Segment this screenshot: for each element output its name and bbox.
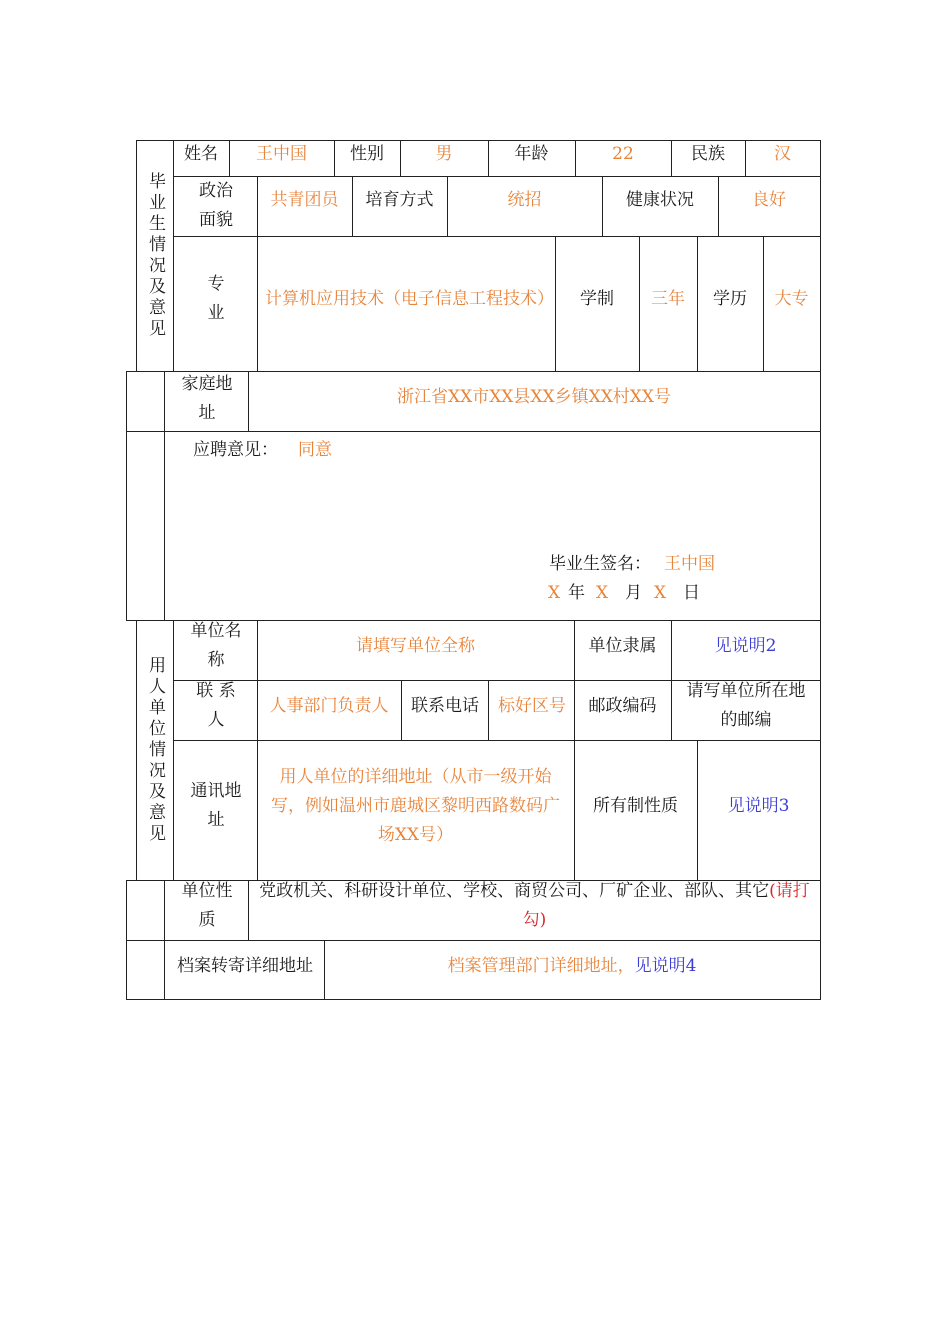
ethnicity-label: 民族 [691, 143, 725, 164]
gender-label: 性别 [350, 143, 384, 164]
employer-section-title-text: 用人单位情况及意见 [145, 655, 165, 845]
unit-nature-options [256, 876, 813, 936]
major-label: 专业 [207, 274, 225, 323]
date-month-label: 月 [625, 583, 642, 603]
age-label: 年龄 [514, 143, 549, 164]
archive-address-value [324, 940, 820, 992]
age-value: 22 [612, 143, 634, 164]
major-value: 计算机应用技术（电子信息工程技术） [265, 288, 554, 309]
ownership-value: 见说明3 [727, 795, 790, 816]
postal-label: 邮政编码 [588, 695, 657, 716]
training-label: 培育方式 [365, 189, 434, 210]
family-address-value: 浙江省XX市XX县XX乡镇XX村XX号 [396, 386, 672, 407]
date-year-label: 年 [568, 583, 585, 603]
contact-label: 联 系 人 [196, 681, 242, 730]
duration-label: 学制 [580, 288, 614, 309]
unit-nature-hint: (请打勾) [522, 881, 810, 930]
signature-value: 王中国 [664, 554, 715, 574]
education-value: 大专 [774, 288, 809, 309]
archive-address-label: 档案转寄详细地址 [177, 955, 313, 976]
education-label: 学历 [713, 288, 747, 309]
unit-name-value: 请填写单位全称 [356, 635, 475, 656]
graduate-section-title [136, 140, 173, 371]
gender-value: 男 [435, 143, 453, 164]
date-month-value: X [596, 583, 609, 603]
graduate-section-title-text: 毕业生情况及意见 [145, 171, 165, 340]
phone-label: 联系电话 [411, 695, 479, 716]
mail-address-label: 通讯地址 [190, 781, 242, 830]
unit-nature-label: 单位性质 [181, 881, 233, 930]
phone-value: 标好区号 [498, 695, 566, 716]
unit-nature-options-text: 党政机关、科研设计单位、学校、商贸公司、厂矿企业、部队、其它 [259, 881, 770, 901]
health-label: 健康状况 [626, 189, 694, 210]
political-label: 政治面貌 [199, 181, 233, 230]
ownership-label: 所有制性质 [593, 795, 678, 816]
ethnicity-value: 汉 [774, 143, 791, 164]
political-value: 共青团员 [270, 189, 339, 210]
affiliation-value: 见说明2 [714, 635, 777, 656]
date-day-value: X [654, 583, 667, 603]
affiliation-label: 单位隶属 [588, 635, 657, 656]
date-day-label: 日 [683, 583, 700, 603]
signature-label: 毕业生签名： [549, 554, 651, 574]
unit-name-label: 单位名称 [190, 621, 242, 670]
contact-value: 人事部门负责人 [269, 695, 389, 716]
health-value: 良好 [752, 189, 786, 210]
duration-value: 三年 [651, 288, 685, 309]
family-address-label: 家庭地址 [181, 374, 233, 423]
postal-value: 请写单位所在地的邮编 [686, 681, 806, 730]
employer-section-title [136, 620, 173, 880]
archive-address-text: 档案管理部门详细地址， [447, 955, 635, 976]
name-label: 姓名 [184, 143, 218, 164]
date-year-value: X [548, 583, 561, 603]
training-value: 统招 [507, 189, 542, 210]
name-value: 王中国 [256, 143, 307, 164]
archive-address-note: 见说明4 [634, 955, 697, 976]
opinion-value: 同意 [298, 440, 332, 460]
opinion-label: 应聘意见： [193, 440, 278, 460]
mail-address-value: 用人单位的详细地址（从市一级开始写，例如温州市鹿城区黎明西路数码广场XX号） [271, 766, 560, 845]
